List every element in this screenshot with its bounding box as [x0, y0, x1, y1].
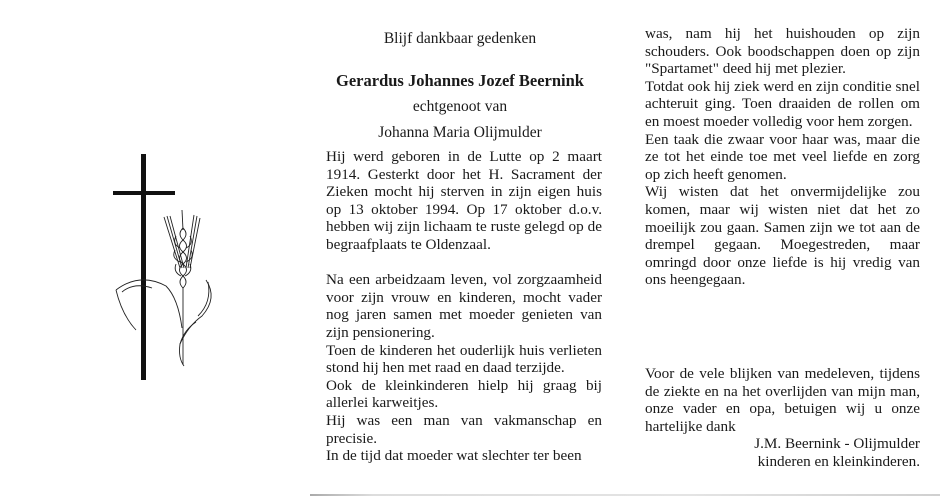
- paragraph: Wij wisten dat het onvermijdelijke zou komen, maar wij wisten niet dat het zo moeilijk zou gaan. Samen zijn we tot aan de drempel gegaan. Moegestreden, maar omringd door onze liefde is hij vredig van ons heengegaan.: [645, 183, 920, 289]
- fold-edge-divider: [310, 494, 940, 496]
- paragraph: was, nam hij het huishouden op zijn schouders. Ook boodschappen doen op zijn "Spartamet" deed hij met plezier.: [645, 25, 920, 78]
- signature-line: J.M. Beernink - Olijmulder: [754, 435, 920, 453]
- paragraph: Hij was een man van vakmanschap en precisie.: [326, 411, 602, 447]
- signature-line: kinderen en kleinkinderen.: [757, 452, 920, 470]
- thanks-text: Voor de vele blijken van medeleven, tijdens de ziekte en na het overlijden van mijn man, onze vader en opa, betuigen wij u onze hartelijke dank: [645, 365, 920, 435]
- biography-column-1: [326, 148, 602, 465]
- paragraph: Totdat ook hij ziek werd en zijn conditie snel achteruit ging. Toen draaiden de rollen om en moest moeder volledig voor hem zorgen.: [645, 77, 920, 130]
- deceased-name: Gerardus Johannes Jozef Beernink: [336, 71, 584, 90]
- cross-icon: [113, 154, 175, 380]
- paragraph: Een taak die zwaar voor haar was, maar die ze tot het einde toe met veel liefde en zorg op zich heeft genomen.: [645, 130, 920, 183]
- card-heading: Blijf dankbaar gedenken: [383, 30, 537, 47]
- thanks-section: [645, 365, 920, 471]
- paragraph: In de tijd dat moeder wat slechter ter been: [326, 447, 582, 465]
- paragraph: Hij werd geboren in de Lutte op 2 maart 1914. Gesterkt door het H. Sacrament der Zieken mocht hij sterven in zijn eigen huis op 13 oktober 1994. Op 17 oktober d.o.v. hebben wij zijn lichaam te ruste gelegd op de begraafplaats te Oldenzaal.: [326, 148, 602, 253]
- paragraph: Na een arbeidzaam leven, vol zorgzaamheid voor zijn vrouw en kinderen, mocht vader nog jaren samen met moeder genieten van zijn pensionering.: [326, 271, 602, 341]
- relation-label: echtgenoot van: [412, 98, 508, 115]
- paragraph: Ook de kleinkinderen hielp hij graag bij allerlei karweitjes.: [326, 376, 602, 412]
- spouse-name: Johanna Maria Olijmulder: [378, 124, 542, 141]
- wheat-icon: [116, 210, 211, 366]
- biography-column-2: [645, 25, 920, 289]
- paragraph: Toen de kinderen het ouderlijk huis verlieten stond hij hen met raad en daad terzijde.: [326, 341, 602, 377]
- cross-and-wheat-icon: [100, 140, 250, 380]
